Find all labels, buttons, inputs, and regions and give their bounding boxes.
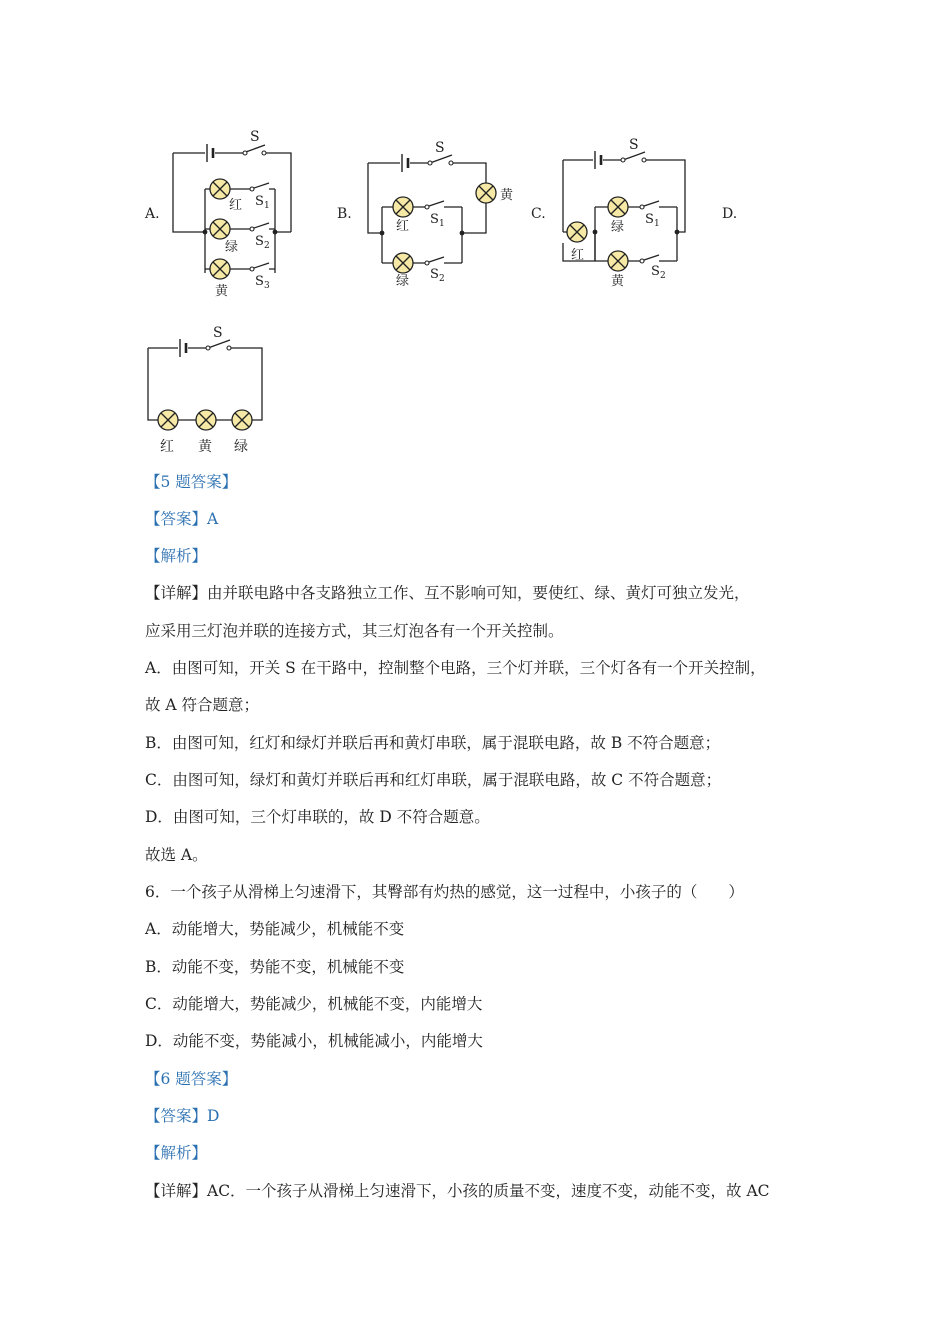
q5-option-c: C．由图可知，绿灯和黄灯并联后再和红灯串联，属于混联电路，故 C 不符合题意； xyxy=(145,771,722,789)
svg-text:2: 2 xyxy=(660,271,666,281)
svg-text:红: 红 xyxy=(160,439,174,455)
q6-analysis-header: 【解析】 xyxy=(145,1144,208,1162)
q6-detail: 【详解】AC．一个孩子从滑梯上匀速滑下，小孩的质量不变，速度不变，动能不变，故 AC xyxy=(145,1182,770,1200)
circuit-d-red-bulb-icon xyxy=(158,410,178,430)
q6-option-b: B．动能不变，势能不变，机械能不变 xyxy=(145,958,405,976)
circuit-b-diagram xyxy=(360,135,525,290)
q5-answer-header: 【5 题答案】 xyxy=(145,473,238,491)
q6-question: 6．一个孩子从滑梯上匀速滑下，其臀部有灼热的感觉，这一过程中，小孩子的（ ） xyxy=(145,883,744,901)
svg-text:S: S xyxy=(430,212,439,227)
svg-text:1: 1 xyxy=(439,219,445,229)
svg-text:黄: 黄 xyxy=(611,274,625,289)
svg-text:绿: 绿 xyxy=(611,220,625,235)
svg-text:红: 红 xyxy=(571,248,585,263)
q6-option-c: C．动能增大，势能减少，机械能不变，内能增大 xyxy=(145,995,483,1013)
option-c-label: C. xyxy=(531,206,546,222)
circuit-c-green-bulb-icon xyxy=(608,197,628,217)
circuit-b-green-bulb-icon xyxy=(393,253,413,273)
q6-answer-header: 【6 题答案】 xyxy=(145,1070,238,1088)
svg-text:S: S xyxy=(255,274,264,289)
q5-option-d: D．由图可知，三个灯串联的，故 D 不符合题意。 xyxy=(145,808,490,826)
q5-option-a-line2: 故 A 符合题意； xyxy=(145,696,260,714)
q5-conclusion: 故选 A。 xyxy=(145,846,208,864)
circuit-d-diagram xyxy=(140,318,275,458)
circuit-a-yellow-bulb-icon xyxy=(210,259,230,279)
svg-text:S: S xyxy=(255,234,264,249)
q5-detail-line1: 【详解】由并联电路中各支路独立工作、互不影响可知，要使红、绿、黄灯可独立发光， xyxy=(145,584,750,602)
q6-answer: 【答案】D xyxy=(145,1107,220,1125)
circuit-c-diagram xyxy=(555,135,705,295)
svg-text:绿: 绿 xyxy=(396,274,410,289)
circuit-a-green-bulb-icon xyxy=(210,219,230,239)
circuit-a-red-bulb-icon xyxy=(210,179,230,199)
svg-text:S: S xyxy=(645,212,654,227)
svg-text:S: S xyxy=(255,194,264,209)
svg-text:黄: 黄 xyxy=(198,439,212,455)
q5-option-a-line1: A．由图可知，开关 S 在干路中，控制整个电路，三个灯并联，三个灯各有一个开关控制， xyxy=(145,659,766,677)
svg-text:红: 红 xyxy=(229,198,243,213)
option-d-label: D. xyxy=(722,206,738,222)
q5-detail-line2: 应采用三灯泡并联的连接方式，其三灯泡各有一个开关控制。 xyxy=(145,622,564,640)
q5-option-b: B．由图可知，红灯和绿灯并联后再和黄灯串联，属于混联电路，故 B 不符合题意； xyxy=(145,734,721,752)
svg-text:1: 1 xyxy=(264,201,270,211)
svg-text:S: S xyxy=(651,264,660,279)
svg-text:绿: 绿 xyxy=(234,439,248,455)
option-b-label: B. xyxy=(337,206,352,222)
circuit-b-yellow-bulb-icon xyxy=(476,183,496,203)
circuit-a-switch-s: S xyxy=(250,129,260,145)
svg-text:S: S xyxy=(629,137,639,153)
circuit-d-yellow-bulb-icon xyxy=(196,410,216,430)
svg-text:红: 红 xyxy=(396,219,410,234)
svg-text:2: 2 xyxy=(264,241,270,251)
circuit-b-red-bulb-icon xyxy=(393,197,413,217)
svg-text:绿: 绿 xyxy=(225,240,239,255)
svg-text:S: S xyxy=(435,140,445,156)
svg-text:S: S xyxy=(430,267,439,282)
circuit-a-diagram xyxy=(165,125,305,305)
svg-text:S: S xyxy=(213,325,223,341)
svg-text:黄: 黄 xyxy=(215,284,229,299)
circuit-d-green-bulb-icon xyxy=(232,410,252,430)
circuit-c-yellow-bulb-icon xyxy=(608,251,628,271)
svg-text:2: 2 xyxy=(439,274,445,284)
q6-option-d: D．动能不变，势能减小，机械能减小，内能增大 xyxy=(145,1032,483,1050)
svg-text:3: 3 xyxy=(264,281,270,291)
svg-text:黄: 黄 xyxy=(500,188,514,203)
option-a-label: A. xyxy=(145,206,160,222)
q5-analysis-header: 【解析】 xyxy=(145,547,208,565)
circuit-c-red-bulb-icon xyxy=(567,222,587,242)
q6-option-a: A．动能增大，势能减少，机械能不变 xyxy=(145,920,405,938)
q5-answer: 【答案】A xyxy=(145,510,219,528)
svg-text:1: 1 xyxy=(654,219,660,229)
